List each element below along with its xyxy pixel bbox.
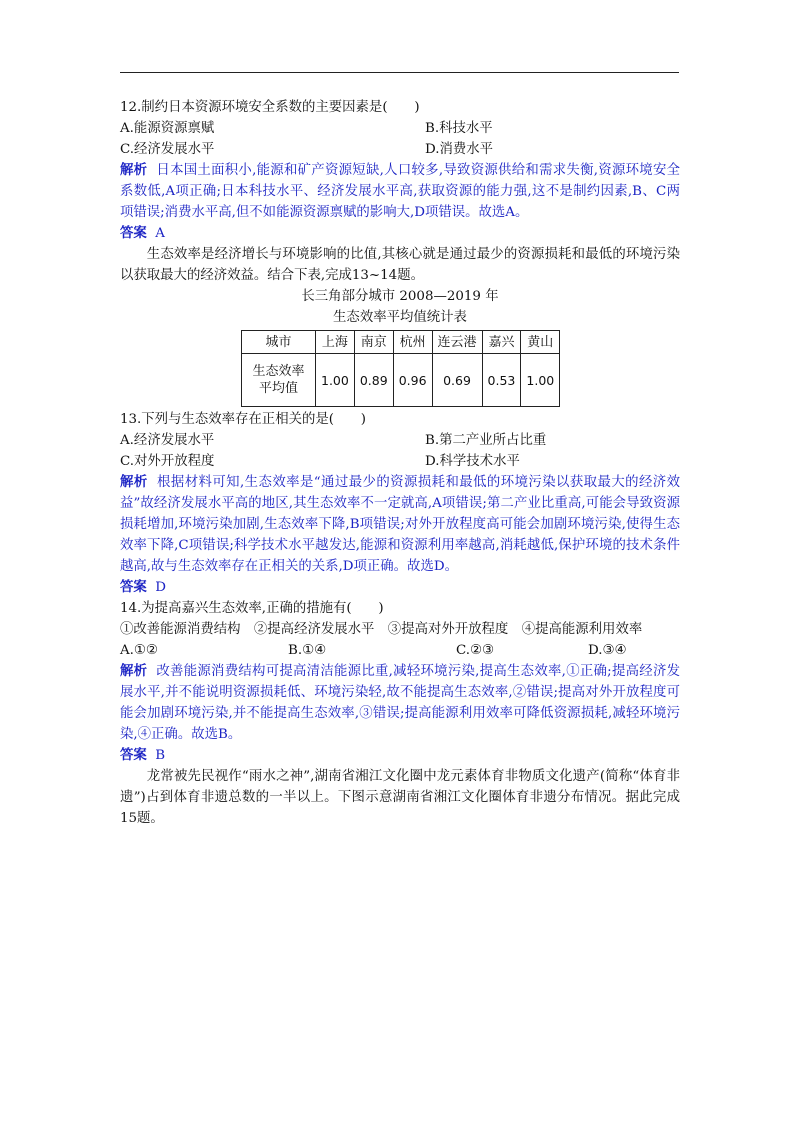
document-body [120, 97, 680, 829]
q14-measures: ①改善能源消费结构 ②提高经济发展水平 ③提高对外开放程度 ④提高能源利用效率 [120, 622, 643, 637]
q12-answer [120, 223, 680, 244]
q14-explanation-text: 改善能源消费结构可提高清洁能源比重,减轻环境污染,提高生态效率,①正确;提高经济发展水平,并不能说明资源损耗低、环境污染轻,故不能提高生态效率,②错误;提高对外开放程度可能会加剧环境污染,并不能提高生态效率,③错误;提高能源利用效率可降低资源损耗,减轻环境污染,④正确。故选B。 [120, 664, 681, 742]
table-title-line-2: 生态效率平均值统计表 [333, 310, 467, 325]
question-13-options-row-2 [120, 451, 680, 472]
question-12-options-row-1 [120, 118, 680, 139]
q14-option-b: B.①④ [288, 643, 327, 658]
q14-answer-value: B [155, 748, 166, 763]
q14-answer-label: 答案 [120, 747, 147, 763]
q12-option-b: B.科技水平 [425, 121, 493, 136]
question-14-options-row [120, 640, 680, 661]
q13-option-c: C.对外开放程度 [120, 454, 215, 469]
question-14-stem: 14.为提高嘉兴生态效率,正确的措施有( ) [120, 601, 384, 616]
table-value-nanjing: 0.89 [354, 354, 393, 407]
table-value-row [242, 354, 560, 407]
table-value-hangzhou: 0.96 [393, 354, 432, 407]
table-row-label: 生态效率平均值 [242, 354, 316, 407]
q14-option-d: D.③④ [588, 643, 627, 658]
q13-option-b: B.第二产业所占比重 [425, 433, 547, 448]
q14-option-a: A.①② [120, 643, 158, 658]
q12-explanation [120, 160, 680, 223]
q13-explanation-text: 根据材料可知,生态效率是“通过最少的资源损耗和最低的环境污染以获取最大的经济效益”故经济发展水平高的地区,其生态效率不一定就高,A项错误;第二产业比重高,可能会导致资源损耗增加,环境污染加剧,生态效率下降,B项错误;对外开放程度高可能会加剧环境污染,使得生态效率下降,C项错误;科学技术水平越发达,能源和资源利用率越高,消耗越低,保护环境的技术条件越高,故与生态效率存在正相关的关系,D项正确。故选D。 [120, 475, 681, 574]
q13-answer [120, 577, 680, 598]
table-city-lianyungang: 连云港 [432, 331, 482, 354]
question-13-stem: 13.下列与生态效率存在正相关的是( ) [120, 412, 366, 427]
table-value-lianyungang: 0.69 [432, 354, 482, 407]
table-header-row [242, 331, 560, 354]
q12-option-a: A.能源资源禀赋 [120, 121, 215, 136]
table-value-jiaxing: 0.53 [482, 354, 521, 407]
table-city-hangzhou: 杭州 [393, 331, 432, 354]
q14-explanation [120, 661, 680, 745]
q12-answer-value: A [155, 226, 165, 241]
table-value-shanghai: 1.00 [316, 354, 355, 407]
q13-explanation-label: 解析 [120, 474, 148, 490]
table-city-shanghai: 上海 [316, 331, 355, 354]
eco-efficiency-table [241, 330, 560, 407]
table-city-jiaxing: 嘉兴 [482, 331, 521, 354]
question-12-stem: 12.制约日本资源环境安全系数的主要因素是( ) [120, 100, 420, 115]
q14-explanation-label: 解析 [120, 663, 148, 679]
q13-option-d: D.科学技术水平 [425, 454, 520, 469]
q14-answer [120, 745, 680, 766]
q12-option-c: C.经济发展水平 [120, 142, 215, 157]
q12-explanation-label: 解析 [120, 162, 148, 178]
q13-answer-value: D [155, 580, 167, 595]
table-value-huangshan: 1.00 [521, 354, 560, 407]
header-rule [120, 72, 679, 73]
q12-answer-label: 答案 [120, 225, 147, 241]
table-city-nanjing: 南京 [354, 331, 393, 354]
question-12-options-row-2 [120, 139, 680, 160]
q14-option-c: C.②③ [456, 643, 495, 658]
intro-13-14: 生态效率是经济增长与环境影响的比值,其核心就是通过最少的资源损耗和最低的环境污染以获取最大的经济效益。结合下表,完成13~14题。 [120, 247, 680, 283]
q13-explanation [120, 472, 680, 577]
question-13-options-row-1 [120, 430, 680, 451]
table-header-label: 城市 [242, 331, 316, 354]
q13-answer-label: 答案 [120, 579, 147, 595]
intro-15: 龙常被先民视作“雨水之神”,湖南省湘江文化圈中龙元素体育非物质文化遗产(简称“体育非遗”)占到体育非遗总数的一半以上。下图示意湖南省湘江文化圈体育非遗分布情况。据此完成15题。 [120, 769, 680, 826]
q13-option-a: A.经济发展水平 [120, 433, 215, 448]
table-title-line-1: 长三角部分城市 2008—2019 年 [301, 289, 499, 304]
table-city-huangshan: 黄山 [521, 331, 560, 354]
q12-explanation-text: 日本国土面积小,能源和矿产资源短缺,人口较多,导致资源供给和需求失衡,资源环境安全系数低,A项正确;日本科技水平、经济发展水平高,获取资源的能力强,这不是制约因素,B、C两项错误;消费水平高,但不如能源资源禀赋的影响大,D项错误。故选A。 [120, 163, 681, 220]
q12-option-d: D.消费水平 [425, 142, 494, 157]
